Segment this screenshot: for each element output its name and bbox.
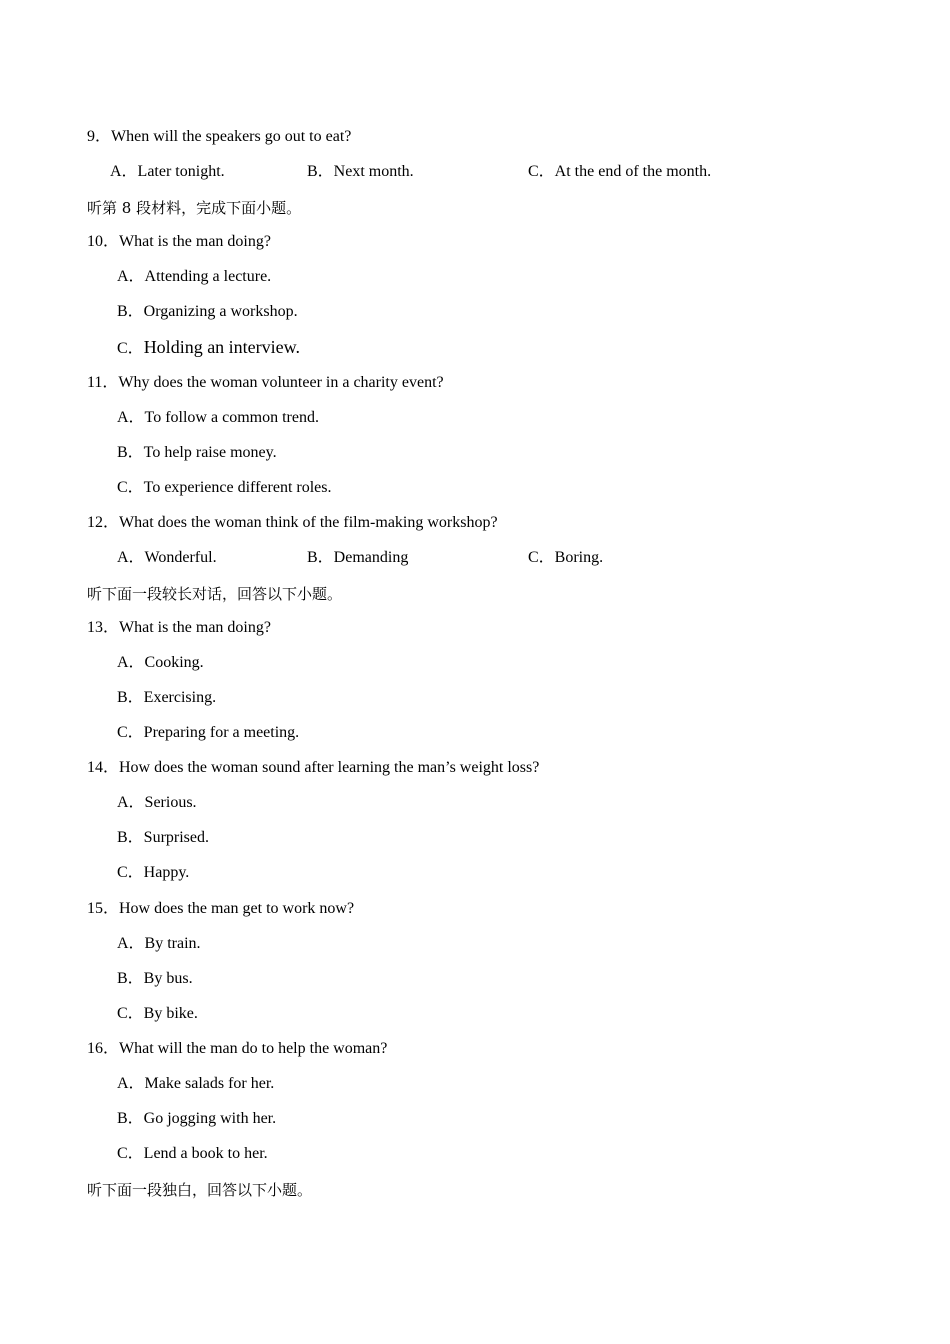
question-13: 13．What is the man doing?: [87, 619, 271, 636]
q11-option-b: B．To help raise money.: [117, 444, 277, 461]
q15-option-b: B．By bus.: [117, 970, 193, 987]
q10-option-a: A．Attending a lecture.: [117, 268, 272, 285]
q14-option-b: B．Surprised.: [117, 829, 210, 846]
q11-option-c: C．To experience different roles.: [117, 479, 332, 496]
section-8-instruction: 听第 8 段材料，完成下面小题。: [87, 199, 302, 217]
q10-option-c-prefix: C．: [117, 340, 144, 357]
section-long-dialogue-instruction: 听下面一段较长对话，回答以下小题。: [87, 585, 343, 603]
question-12: 12．What does the woman think of the film-making workshop?: [87, 514, 498, 531]
q16-option-c: C．Lend a book to her.: [117, 1145, 268, 1162]
q12-option-c: C．Boring.: [528, 549, 604, 566]
q14-option-a: A．Serious.: [117, 794, 197, 811]
question-11: 11．Why does the woman volunteer in a charity event?: [87, 374, 444, 391]
q9-option-c: C．At the end of the month.: [528, 163, 712, 180]
q11-option-a: A．To follow a common trend.: [117, 409, 319, 426]
question-15: 15．How does the man get to work now?: [87, 900, 355, 917]
section-monologue-instruction: 听下面一段独白，回答以下小题。: [87, 1181, 313, 1199]
q13-option-a: A．Cooking.: [117, 654, 204, 671]
question-14: 14．How does the woman sound after learning the man’s weight loss?: [87, 759, 540, 776]
question-10: 10．What is the man doing?: [87, 233, 271, 250]
q10-option-b: B．Organizing a workshop.: [117, 303, 298, 320]
q12-option-b: B．Demanding: [307, 549, 409, 566]
q10-option-c-text: Holding an interview.: [143, 337, 300, 357]
question-9: 9．When will the speakers go out to eat?: [87, 128, 352, 145]
q16-option-a: A．Make salads for her.: [117, 1075, 275, 1092]
q15-option-c: C．By bike.: [117, 1005, 198, 1022]
q14-option-c: C．Happy.: [117, 864, 190, 881]
q13-option-b: B．Exercising.: [117, 689, 217, 706]
q13-option-c: C．Preparing for a meeting.: [117, 724, 300, 741]
q16-option-b: B．Go jogging with her.: [117, 1110, 277, 1127]
q9-option-b: B．Next month.: [307, 163, 414, 180]
q9-option-a: A．Later tonight.: [110, 163, 225, 180]
q10-option-c: [117, 337, 300, 359]
q12-option-a: A．Wonderful.: [117, 549, 217, 566]
q15-option-a: A．By train.: [117, 935, 201, 952]
question-16: 16．What will the man do to help the woman?: [87, 1040, 388, 1057]
